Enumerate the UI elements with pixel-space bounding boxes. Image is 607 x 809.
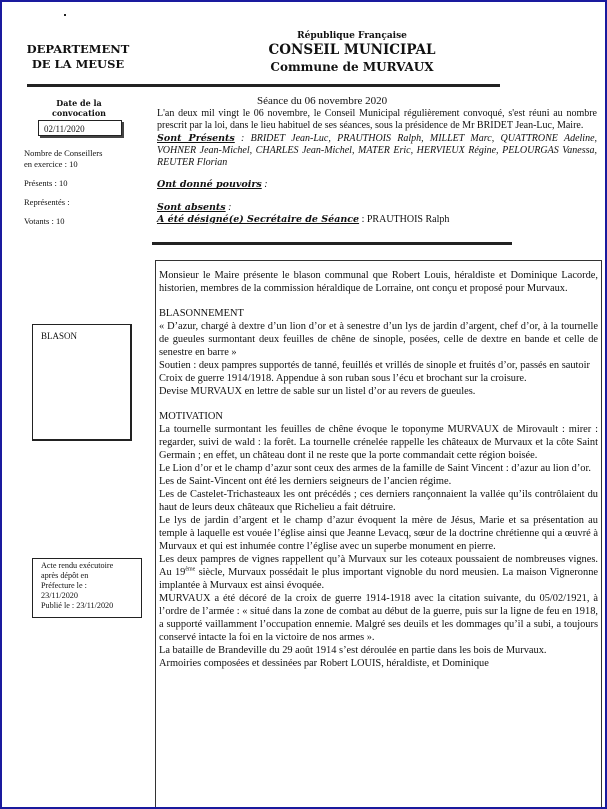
presents-names: : BRIDET Jean-Luc, PRAUTHOIS Ralph, MILLET Marc, QUATTRONE Adeline, VOHNER Jean-Michel, CHARLES Jean-Michel, MATER Eric, HERVIEUX Régine, PELOURGAS Vanessa, REUTER Florian [157,132,598,169]
blasonnement-text: « D’azur, chargé à dextre d’un lion d’or et à senestre d’un lys de jardin d’argent, chef d’or, à la tournelle de gueules surmontant deux feuilles de chêne de sinople, posées, celle de dextre en bande et celle de senestre en barre » [159,321,598,358]
acte-line-5: Publié le : 23/11/2020 [41,601,114,610]
pouvoirs-label: Ont donné pouvoirs [157,179,262,191]
commune-title: Commune de MURVAUX [270,60,434,74]
pampres-superscript: ème [185,566,196,573]
blason-label: BLASON [41,331,78,341]
intro-paragraph: L'an deux mil vingt le 06 novembre, le Conseil Municipal régulièrement convoqué, s'est réuni au nombre prescrit par la loi, dans le lieu habituel de ses séances, sous la présidence de Mr BRIDET Jean-Luc, Maire. [157,108,597,132]
motivation-brandeville: La bataille de Brandeville du 29 août 1914 s’est déroulée en partie dans les bois de Murvaux. [159,645,547,656]
seance-intro [157,108,597,226]
pouvoirs-value: : [261,179,268,191]
devise-text: Devise MURVAUX en lettre de sable sur un listel d’or au revers de gueules. [159,386,476,397]
acte-line-2: après dépôt en [41,571,89,580]
motivation-heading: MOTIVATION [159,411,223,422]
seance-title: Séance du 06 novembre 2020 [257,95,388,107]
blason-placeholder [32,324,132,441]
convocation-date-label-line-1: Date de la [56,98,102,108]
scan-speck [64,14,66,16]
presents-count: Présents : 10 [24,178,68,188]
department-heading [18,42,138,72]
votants-count: Votants : 10 [24,216,65,226]
conseillers-value: en exercice : 10 [24,159,78,169]
pampres-text-b: siècle, Murvaux possédait le plus important vignoble du nord meusien. La maison Vigneronne implantée à Murvaux est ainsi évoquée. [159,567,598,591]
deliberation-body [155,260,602,809]
secretaire-line [157,214,597,226]
conseillers-label: Nombre de Conseillers [24,148,103,158]
republic-label: République Française [297,31,407,41]
meeting-stats [24,98,134,227]
seance-divider [152,242,512,245]
absents-value: : [225,201,232,213]
representes-count: Représentés : [24,197,70,207]
absents-label: Sont absents [157,201,226,213]
acte-line-4: 23/11/2020 [41,591,78,600]
convocation-date-label-line-2: convocation [52,108,106,118]
conseillers-count [24,148,134,170]
convocation-date-label [24,98,134,118]
absents-line [157,202,597,214]
convocation-date-box: 02/11/2020 [38,120,122,136]
secretaire-label: A été désigné(e) Secrétaire de Séance [157,214,360,226]
department-line-2: DE LA MEUSE [31,57,125,71]
department-line-1: DEPARTEMENT [26,42,130,56]
secretaire-value: : PRAUTHOIS Ralph [359,214,450,226]
motivation-tournelle: La tournelle surmontant les feuilles de chêne évoque le toponyme MURVAUX de Mirovault : mirer : regarder, suivi de wald : la forêt. La tournelle crénelée rappelle les châteaux de Murvaux et la côte Saint Germain ; en effet, un château dont il ne reste que la porte commandait cette région boisée. [159,424,598,461]
motivation-croix-guerre: MURVAUX a été décoré de la croix de guerre 1914-1918 avec la citation suivante, du 05/02/1921, à l’ordre de l’armée : « situé dans la zone de combat au début de la guerre, puis sur la ligne de feu en 1918, a supporté vaillamment l’occupation ennemie. Malgré ses deuils et les dommages qu’il a subi, a toujours conservé intacte la foi en la victoire de nos armes ». [159,593,598,643]
motivation-castelet: Les de Castelet-Trichasteaux les ont précédés ; ces derniers rançonnaient la vallée qu’ils contrôlaient du haut de leurs deux châteaux que Richelieu a fait détruire. [159,489,598,513]
motivation-saint-vincent: Les de Saint-Vincent ont été les derniers seigneurs de l’ancien régime. [159,476,452,487]
header-divider [27,84,500,87]
motivation-lys: Le lys de jardin d’argent et le champ d’azur évoquent la mère de Jésus, Marie et sa présentation au temple à laquelle est vouée l’église ainsi que Jeanne Levacq, sœur de la doctrine chrétienne qui a œuvré à Murvaux et qui est inhumée contre l’église avec un superbe monument en pierre. [159,515,598,552]
motivation-armoiries: Armoiries composées et dessinées par Robert LOUIS, héraldiste, et Dominique [159,658,489,669]
pouvoirs-line [157,179,597,191]
acte-line-1: Acte rendu exécutoire [41,561,114,570]
council-heading [202,30,502,75]
croix-text: Croix de guerre 1914/1918. Appendue à son ruban sous l’écu et brochant sur la croisure. [159,373,527,384]
blasonnement-heading: BLASONNEMENT [159,308,244,319]
acte-executoire-box [32,558,142,618]
presents-label: Sont Présents [157,132,235,144]
acte-line-3: Préfecture le : [41,581,87,590]
council-title: CONSEIL MUNICIPAL [268,42,436,58]
soutien-text: Soutien : deux pampres supportés de tanné, feuillés et vrillés de sinople et fruités d’or, passés en sautoir [159,360,590,371]
presentation-paragraph: Monsieur le Maire présente le blason communal que Robert Louis, héraldiste et Dominique Lacorde, historien, membres de la commission héraldique de Lorraine, ont conçu et proposé pour Murvaux. [159,270,598,294]
motivation-lion: Le Lion d’or et le champ d’azur sont ceux des armes de la famille de Saint Vincent : d’azur au lion d’or. [159,463,591,474]
pampres-text-a: Les deux pampres de vignes rappellent qu’à Murvaux sur les coteaux poussaient de nombreuses vignes. Au 19 [159,554,598,578]
motivation-pampres [159,553,598,592]
presents-line [157,133,597,170]
